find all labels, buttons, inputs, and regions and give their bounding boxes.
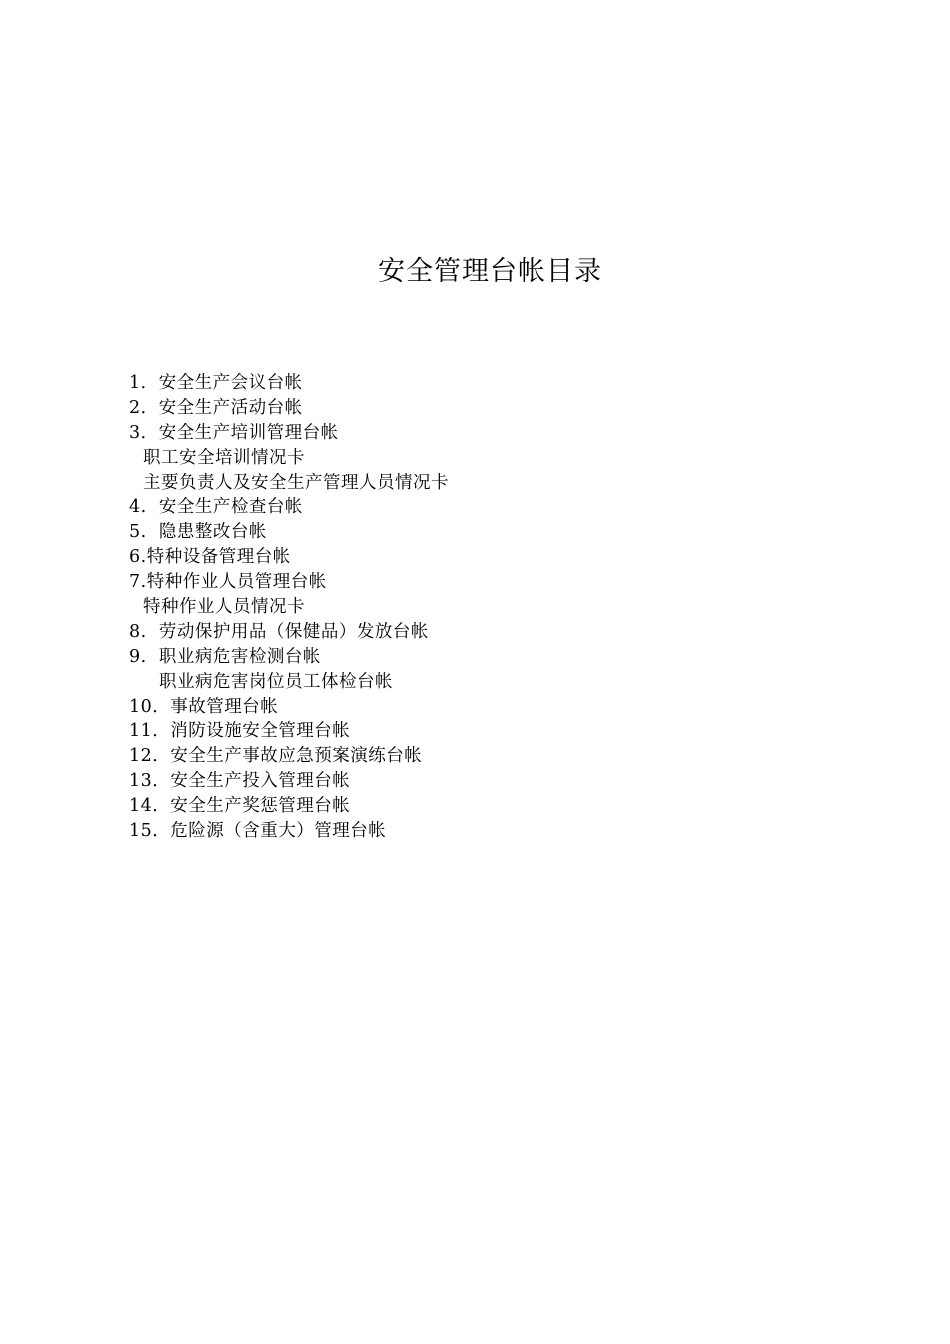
- toc-subitem: [129, 595, 449, 620]
- toc-item-number: 4.: [129, 497, 147, 518]
- toc-item-number: 1．: [129, 373, 159, 393]
- toc-item: [129, 744, 449, 769]
- toc-item-text: 安全生产活动台帐: [158, 397, 303, 418]
- table-of-contents: [129, 371, 449, 844]
- toc-item: [129, 396, 449, 421]
- toc-item-number: 13．: [129, 771, 171, 792]
- toc-item-number: 9.: [129, 646, 147, 667]
- toc-item-text: 特种设备管理台帐: [146, 547, 291, 568]
- toc-item-text: 安全生产投入管理台帐: [170, 771, 351, 792]
- toc-item-text: 安全生产检查台帐: [146, 497, 303, 518]
- toc-item: [129, 794, 449, 819]
- toc-subitem: [129, 446, 449, 471]
- toc-item: [129, 570, 449, 595]
- toc-item-number: 10．: [129, 696, 171, 717]
- toc-item-number: 5.: [129, 522, 147, 543]
- toc-item: [129, 769, 449, 794]
- toc-subitem: [129, 670, 449, 695]
- document-title: 安全管理台帐目录: [378, 256, 602, 287]
- toc-item-number: 12．: [129, 746, 171, 767]
- toc-item-text: 特种作业人员管理台帐: [146, 572, 327, 593]
- toc-item: [129, 645, 449, 670]
- toc-item: [129, 495, 449, 520]
- toc-item-text: 安全生产奖惩管理台帐: [170, 796, 351, 817]
- toc-item: [129, 819, 449, 844]
- toc-item-number: 14．: [129, 796, 171, 817]
- toc-item-text: 安全生产培训管理台帐: [158, 422, 339, 443]
- toc-item-text: 职业病危害检测台帐: [146, 646, 321, 667]
- toc-subitem: [129, 471, 449, 496]
- toc-item-number: 6.: [129, 547, 147, 568]
- toc-item-text: 特种作业人员情况卡: [143, 597, 305, 618]
- toc-item: [129, 421, 449, 446]
- toc-item-text: 安全生产会议台帐: [158, 373, 303, 393]
- toc-item-number: 15．: [129, 821, 171, 842]
- toc-item-number: 8.: [129, 621, 147, 642]
- toc-item-text: 隐患整改台帐: [146, 522, 267, 543]
- toc-item: [129, 520, 449, 545]
- toc-item-text: 主要负责人及安全生产管理人员情况卡: [143, 472, 449, 493]
- toc-item-text: 事故管理台帐: [170, 696, 279, 717]
- toc-item-text: 职工安全培训情况卡: [143, 447, 305, 468]
- toc-item: [129, 620, 449, 645]
- toc-item-text: 危险源（含重大）管理台帐: [170, 821, 387, 842]
- toc-item-number: 11．: [129, 721, 171, 742]
- toc-item-number: 2．: [129, 397, 159, 418]
- toc-item-text: 消防设施安全管理台帐: [170, 721, 351, 742]
- toc-item-text: 职业病危害岗位员工体检台帐: [159, 671, 393, 692]
- toc-item: [129, 719, 449, 744]
- toc-item-text: 劳动保护用品（保健品）发放台帐: [146, 621, 429, 642]
- toc-item: [129, 371, 449, 396]
- toc-item-number: 3．: [129, 422, 159, 443]
- toc-item: [129, 545, 449, 570]
- toc-item: [129, 695, 449, 720]
- toc-item-text: 安全生产事故应急预案演练台帐: [170, 746, 423, 767]
- toc-item-number: 7.: [129, 572, 147, 593]
